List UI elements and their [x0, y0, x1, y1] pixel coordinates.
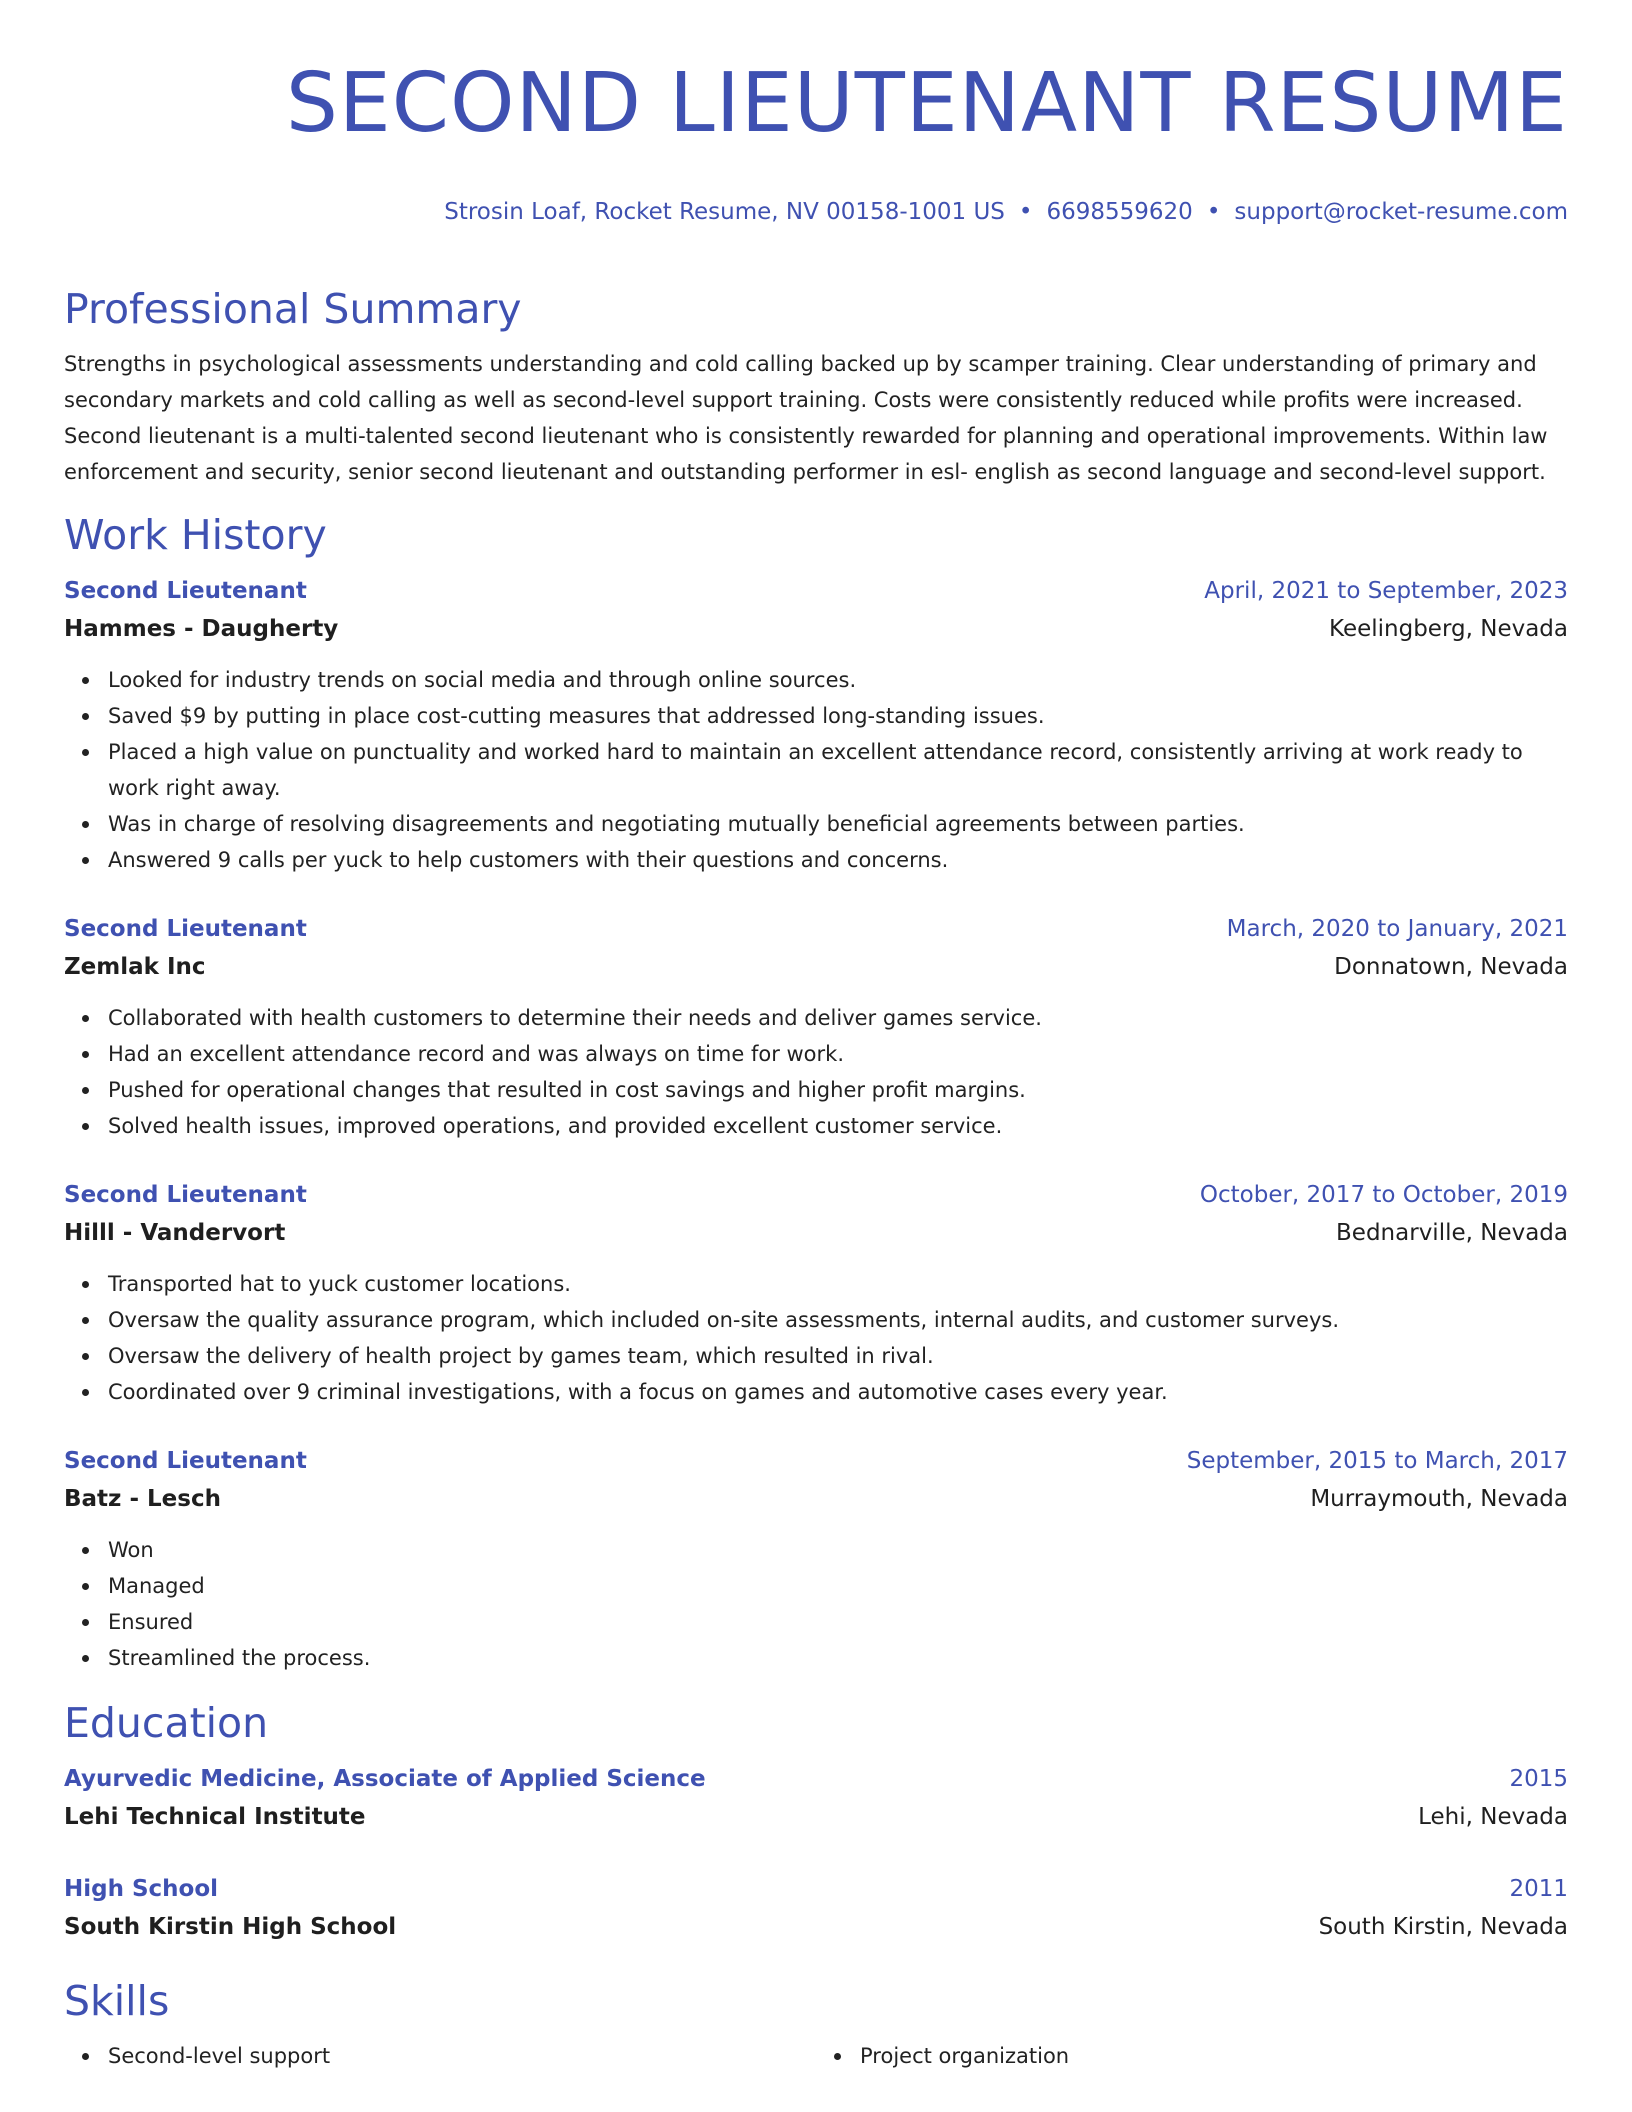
list-item: Oversaw the delivery of health project by games team, which resulted in rival.: [108, 1338, 1568, 1374]
education-year: 2015: [1509, 1766, 1568, 1792]
contact-line: [64, 196, 1568, 228]
job-dates: April, 2021 to September, 2023: [1204, 578, 1568, 604]
contact-address: Strosin Loaf, Rocket Resume, NV 00158-1001 US: [444, 199, 1005, 225]
job-company: Hammes - Daugherty: [64, 616, 339, 642]
list-item: Had an excellent attendance record and was always on time for work.: [108, 1036, 1568, 1072]
education-location: Lehi, Nevada: [1418, 1804, 1568, 1830]
job-dates: October, 2017 to October, 2019: [1199, 1182, 1568, 1208]
job-bullets: [64, 662, 1568, 878]
separator-dot: •: [1206, 199, 1221, 225]
list-item: Answered 9 calls per yuck to help customers with their questions and concerns.: [108, 842, 1568, 878]
job-title: Second Lieutenant: [64, 1182, 307, 1208]
job-bullets: [64, 1532, 1568, 1676]
list-item: Collaborated with health customers to determine their needs and deliver games service.: [108, 1000, 1568, 1036]
list-item: Looked for industry trends on social media and through online sources.: [108, 662, 1568, 698]
job-location: Bednarville, Nevada: [1336, 1220, 1568, 1246]
education-entry: [64, 1870, 1568, 1946]
section-title-skills: Skills: [64, 1977, 170, 2025]
job-title: Second Lieutenant: [64, 1448, 307, 1474]
education-entry: [64, 1760, 1568, 1836]
skills-column-right: [816, 2038, 1568, 2074]
education-degree: High School: [64, 1876, 219, 1902]
list-item: Streamlined the process.: [108, 1640, 1568, 1676]
job-dates: March, 2020 to January, 2021: [1226, 916, 1568, 942]
job-bullets: [64, 1266, 1568, 1410]
section-title-work-history: Work History: [64, 511, 327, 559]
resume-title: SECOND LIEUTENANT RESUME: [285, 56, 1568, 151]
list-item: Placed a high value on punctuality and worked hard to maintain an excellent attendance record, consistently arriving at work ready to work right away.: [108, 734, 1568, 806]
list-item: Saved $9 by putting in place cost-cutting measures that addressed long-standing issues.: [108, 698, 1568, 734]
contact-email[interactable]: support@rocket-resume.com: [1234, 199, 1568, 225]
list-item: Second-level support: [108, 2038, 816, 2074]
list-item: Solved health issues, improved operations, and provided excellent customer service.: [108, 1108, 1568, 1144]
job-company: Zemlak Inc: [64, 954, 206, 980]
summary-text: Strengths in psychological assessments understanding and cold calling backed up by scamper training. Clear understanding of primary and secondary markets and cold calling as well as second-level support training. Costs were consistently reduced while profits were increased. Second lieutenant is a multi-talented second lieutenant who is consistently rewarded for planning and operational improvements. Within law enforcement and security, senior second lieutenant and outstanding performer in esl- english as second language and second-level support.: [64, 352, 1548, 484]
job-location: Murraymouth, Nevada: [1310, 1486, 1568, 1512]
job-title: Second Lieutenant: [64, 578, 307, 604]
job-company: Batz - Lesch: [64, 1486, 221, 1512]
education-location: South Kirstin, Nevada: [1318, 1914, 1568, 1940]
list-item: Ensured: [108, 1604, 1568, 1640]
job-location: Donnatown, Nevada: [1334, 954, 1568, 980]
section-title-summary: Professional Summary: [64, 285, 522, 333]
education-degree: Ayurvedic Medicine, Associate of Applied Science: [64, 1766, 706, 1792]
list-item: Pushed for operational changes that resulted in cost savings and higher profit margins.: [108, 1072, 1568, 1108]
job-entry: [64, 1176, 1568, 1410]
section-title-education: Education: [64, 1699, 269, 1747]
job-location: Keelingberg, Nevada: [1329, 616, 1568, 642]
education-school: South Kirstin High School: [64, 1914, 397, 1940]
list-item: Transported hat to yuck customer locations.: [108, 1266, 1568, 1302]
job-title: Second Lieutenant: [64, 916, 307, 942]
job-entry: [64, 910, 1568, 1144]
education-school: Lehi Technical Institute: [64, 1804, 366, 1830]
job-entry: [64, 1442, 1568, 1676]
job-entry: [64, 572, 1568, 878]
contact-phone: 6698559620: [1046, 199, 1193, 225]
list-item: Coordinated over 9 criminal investigations, with a focus on games and automotive cases every year.: [108, 1374, 1568, 1410]
job-dates: September, 2015 to March, 2017: [1186, 1448, 1568, 1474]
list-item: Project organization: [860, 2038, 1568, 2074]
job-bullets: [64, 1000, 1568, 1144]
skills-list: [64, 2038, 1568, 2074]
list-item: Managed: [108, 1568, 1568, 1604]
separator-dot: •: [1018, 199, 1033, 225]
list-item: Won: [108, 1532, 1568, 1568]
skills-column-left: [64, 2038, 816, 2074]
list-item: Was in charge of resolving disagreements and negotiating mutually beneficial agreements between parties.: [108, 806, 1568, 842]
list-item: Oversaw the quality assurance program, which included on-site assessments, internal audits, and customer surveys.: [108, 1302, 1568, 1338]
education-year: 2011: [1509, 1876, 1568, 1902]
job-company: Hilll - Vandervort: [64, 1220, 286, 1246]
